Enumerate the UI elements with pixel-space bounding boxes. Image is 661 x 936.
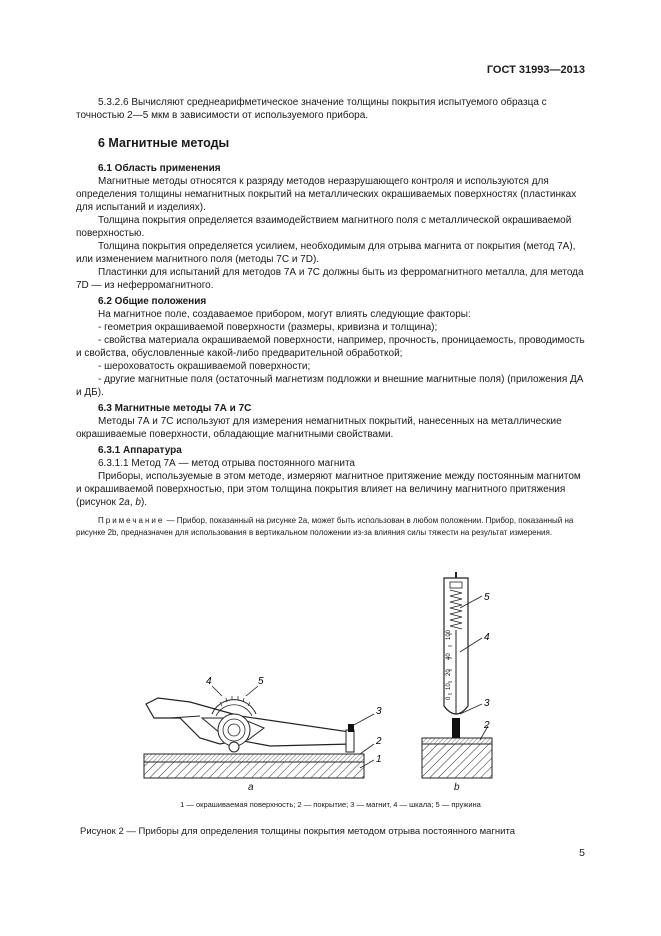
scale-tick-40: 40 <box>446 653 452 660</box>
paragraph-6-1-3: Толщина покрытия определяется усилием, необходимым для отрыва магнита от покрытия (метод 7А), или изменением магнитного поля (методы 7С и 7D). <box>76 241 576 265</box>
section-6-3-1-heading: 6.3.1 Аппаратура <box>98 445 182 456</box>
coating-b <box>422 738 492 744</box>
leader-5-a <box>246 686 258 696</box>
coating-a <box>144 754 364 762</box>
subfigure-a-label: a <box>248 782 254 793</box>
label-5-a: 5 <box>258 676 264 687</box>
paragraph-6-1-1: Магнитные методы относятся к разряду методов неразрушающего контроля и используются для определения толщины немагнитных покрытий на металлических окрашиваемых поверхностях (пластинках для испытаний и изделиях). <box>76 176 577 213</box>
figure-2 <box>130 568 510 798</box>
leader-2-a <box>360 744 374 754</box>
ref-comma: , <box>129 497 136 508</box>
section-6-heading: 6 Магнитные методы <box>98 136 230 150</box>
paragraph-6-1-4: Пластинки для испытаний для методов 7А и 7С должны быть из ферромагнитного металла, для метода 7D — из неферромагнитного. <box>76 267 584 291</box>
list-item-roughness: - шероховатость окрашиваемой поверхности; <box>98 361 311 372</box>
label-3-b: 3 <box>484 698 490 709</box>
paragraph-6-3-1-1-body <box>76 470 585 509</box>
ref-a: a <box>124 497 130 508</box>
ref-b: b <box>135 497 141 508</box>
paragraph-6-3-1: Методы 7А и 7С используют для измерения немагнитных покрытий, нанесенных на металлические окрашиваемые поверхности, обладающие магнитными свойствами. <box>76 416 562 440</box>
scale-tick-10: 10 <box>446 683 452 690</box>
page-number: 5 <box>579 847 585 859</box>
list-item-fields: - другие магнитные поля (остаточный магнетизм подложки и внешние магнитные поля) (приложения ДА и ДБ). <box>76 374 584 398</box>
label-2-b: 2 <box>484 720 490 731</box>
note-label: Примечание <box>98 516 165 525</box>
note <box>76 515 585 538</box>
device-b <box>422 572 492 778</box>
label-5-b: 5 <box>484 592 490 603</box>
figure-caption: Рисунок 2 — Приборы для определения толщины покрытия методом отрыва постоянного магнита <box>80 826 515 837</box>
section-6-1-heading: 6.1 Область применения <box>98 163 221 174</box>
ref-end: ). <box>140 497 148 508</box>
pivot-foot <box>229 742 239 752</box>
leader-4-a <box>212 686 222 696</box>
figure-drawing <box>130 568 510 798</box>
device-a <box>144 676 382 778</box>
surface-b <box>422 744 492 778</box>
list-item-material: - свойства материала окрашиваемой поверхности, например, прочность, проницаемость, проводимость и свойства, обусловленные какой-либо предварительной обработкой; <box>76 335 585 359</box>
scale-tick-0: 0 <box>446 696 452 700</box>
paragraph-6-3-1-1: 6.3.1.1 Метод 7А — метод отрыва постоянного магнита <box>98 458 355 469</box>
scale-tick-100: 100 <box>446 629 452 640</box>
scale-tick-20: 20 <box>446 669 452 676</box>
label-2-a: 2 <box>376 736 382 747</box>
label-4-b: 4 <box>484 632 490 643</box>
surface-a <box>144 762 364 778</box>
paragraph-6-1-2: Толщина покрытия определяется взаимодействием магнитного поля с металлической окрашиваемой поверхностью. <box>76 215 572 239</box>
note-text: — Прибор, показанный на рисунке 2a, может быть использован в любом положении. Прибор, показанный на рисунке 2b, предназначен для использования в вертикальном положении из-за влияния силы тяжести на результат измерения. <box>76 516 574 537</box>
section-6-3-heading: 6.3 Магнитные методы 7А и 7С <box>98 403 252 414</box>
figure-legend: 1 — окрашиваемая поверхность; 2 — покрытие; 3 — магнит, 4 — шкала; 5 — пружина <box>180 800 481 809</box>
magnet-b <box>452 718 460 738</box>
section-6-2-heading: 6.2 Общие положения <box>98 296 207 307</box>
paragraph-6-2-1: На магнитное поле, создаваемое прибором, могут влиять следующие факторы: <box>98 309 471 320</box>
page-body <box>76 96 585 538</box>
paragraph-5-3-2-6: 5.3.2.6 Вычисляют среднеарифметическое значение толщины покрытия испытуемого образца с точностью 2—5 мкм в зависимости от используемого прибора. <box>76 97 547 121</box>
label-3-a: 3 <box>376 706 382 717</box>
body-text: Приборы, используемые в этом методе, измеряют магнитное притяжение между постоянным магнитом и окрашиваемой поверхностью, при этом толщина покрытия влияет на величину магнитного притяжения (рисунок 2 <box>76 471 581 508</box>
label-4-a: 4 <box>206 676 212 687</box>
magnet-a-holder <box>346 730 354 752</box>
list-item-geometry: - геометрия окрашиваемой поверхности (размеры, кривизна и толщина); <box>98 322 438 333</box>
label-1-a: 1 <box>376 754 382 765</box>
subfigure-b-label: b <box>454 782 460 793</box>
standard-code: ГОСТ 31993—2013 <box>486 64 585 76</box>
leader-3-a <box>352 714 374 726</box>
